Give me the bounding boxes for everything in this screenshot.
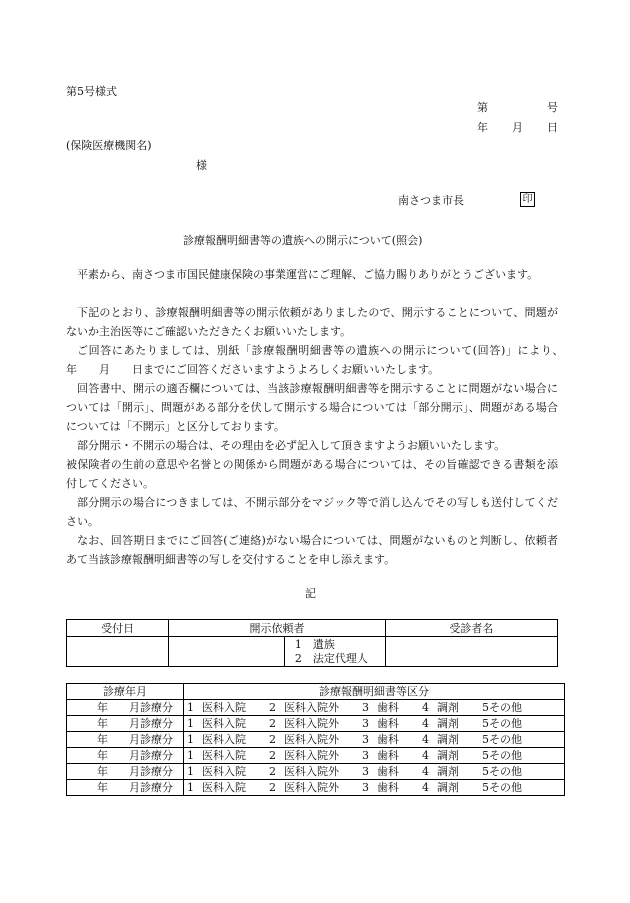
category-cell — [184, 716, 565, 732]
category-cell — [184, 764, 565, 780]
category-label: 医科入院 — [202, 765, 246, 778]
form-number: 第5号様式 — [66, 85, 117, 98]
category-num[interactable]: 4 — [422, 749, 429, 762]
category-num[interactable]: 4 — [422, 701, 429, 714]
category-num[interactable]: 1 — [187, 733, 194, 746]
category-label: 調剤 — [437, 701, 459, 714]
period-cell[interactable] — [67, 780, 184, 796]
category-label: その他 — [489, 733, 522, 746]
claim-row — [67, 764, 565, 780]
claim-row — [67, 700, 565, 716]
period-cell[interactable] — [67, 764, 184, 780]
period-year: 年 — [97, 717, 108, 730]
period-month: 月診療分 — [129, 781, 173, 794]
period-year: 年 — [97, 781, 108, 794]
paragraph-request: 下記のとおり、診療報酬明細書等の開示依頼がありましたので、開示することについて、問題がないか主治医等にご確認いただきたくお願いいたします。 — [66, 306, 558, 338]
paragraph-greeting: 平素から、南さつま市国民健康保険の事業運営にご理解、ご協力賜りありがとうございます。 — [77, 268, 539, 281]
category-label: 医科入院 — [202, 781, 246, 794]
claims-table — [66, 683, 565, 796]
header-reception-date: 受付日 — [67, 620, 169, 637]
period-year: 年 — [97, 701, 108, 714]
category-num[interactable]: 5 — [482, 733, 489, 746]
category-label: その他 — [489, 765, 522, 778]
category-label: 医科入院外 — [284, 701, 339, 714]
period-cell[interactable] — [67, 700, 184, 716]
period-cell[interactable] — [67, 716, 184, 732]
category-cell — [184, 700, 565, 716]
date-month-label: 月 — [512, 121, 523, 134]
period-month: 月診療分 — [129, 717, 173, 730]
category-num[interactable]: 4 — [422, 781, 429, 794]
period-year: 年 — [97, 749, 108, 762]
category-num[interactable]: 1 — [187, 781, 194, 794]
document-number-prefix: 第 — [477, 101, 488, 114]
date-year-label: 年 — [477, 121, 488, 134]
category-cell — [184, 780, 565, 796]
period-month: 月診療分 — [129, 765, 173, 778]
category-num[interactable]: 4 — [422, 717, 429, 730]
paragraph-reason: 部分開示・不開示の場合は、その理由を必ず記入して頂きますようお願いいたします。 — [77, 439, 506, 452]
category-label: 医科入院 — [202, 701, 246, 714]
claim-row — [67, 748, 565, 764]
category-label: 調剤 — [437, 781, 459, 794]
period-year: 年 — [97, 733, 108, 746]
paragraph-notice: なお、回答期日までにご回答(ご連絡)がない場合については、問題がないものと判断し、依頼者あて当該診療報酬明細書等の写しを交付することを申し添えます。 — [66, 534, 558, 566]
seal-stamp — [520, 192, 535, 207]
category-num[interactable]: 2 — [269, 701, 276, 714]
category-label: 歯科 — [377, 749, 399, 762]
category-label: 調剤 — [437, 765, 459, 778]
category-num[interactable]: 4 — [422, 733, 429, 746]
category-num[interactable]: 2 — [269, 749, 276, 762]
category-label: 歯科 — [377, 717, 399, 730]
requester-type-cell — [284, 637, 385, 667]
category-label: 歯科 — [377, 733, 399, 746]
period-month: 月診療分 — [129, 749, 173, 762]
paragraph-attachment: 被保険者の生前の意思や名誉との関係から問題がある場合については、その旨確認できる書類を添付してください。 — [66, 458, 558, 490]
category-label: 医科入院外 — [284, 733, 339, 746]
category-num[interactable]: 2 — [269, 717, 276, 730]
category-num[interactable]: 1 — [187, 717, 194, 730]
category-num[interactable]: 3 — [362, 749, 369, 762]
seal-mark: 印 — [520, 192, 535, 207]
paragraph-classification: 回答書中、開示の適否欄については、当該診療報酬明細書等を開示することに問題がない場合については「開示」、問題がある部分を伏して開示する場合については「部分開示」、問題がある場合については「不開示」と区分しております。 — [66, 382, 558, 433]
category-num[interactable]: 1 — [187, 701, 194, 714]
date-day-label: 日 — [547, 121, 558, 134]
category-label: 医科入院 — [202, 717, 246, 730]
header-requester: 開示依頼者 — [169, 620, 385, 637]
category-label: 医科入院 — [202, 733, 246, 746]
category-label: その他 — [489, 701, 522, 714]
recipient-honorific: 様 — [196, 159, 207, 172]
patient-name-cell[interactable] — [385, 637, 557, 667]
category-num[interactable]: 2 — [269, 733, 276, 746]
header-claim-category: 診療報酬明細書等区分 — [184, 684, 565, 700]
category-label: 歯科 — [377, 701, 399, 714]
paragraph-partial: 部分開示の場合につきましては、不開示部分をマジック等で消し込んでその写しも送付してください。 — [66, 496, 558, 528]
category-label: 調剤 — [437, 733, 459, 746]
category-label: 医科入院外 — [284, 749, 339, 762]
request-info-table — [66, 619, 558, 667]
document-number-suffix: 号 — [547, 101, 558, 114]
document-title: 診療報酬明細書等の遺族への開示について(照会) — [183, 234, 423, 247]
paragraph-deadline: ご回答にあたりましては、別紙「診療報酬明細書等の遺族への開示について(回答)」により、 年 月 日までにご回答くださいますようよろしくお願いいたします。 — [66, 344, 580, 376]
period-cell[interactable] — [67, 748, 184, 764]
category-num[interactable]: 3 — [362, 781, 369, 794]
period-year: 年 — [97, 765, 108, 778]
category-label: その他 — [489, 781, 522, 794]
category-num[interactable]: 5 — [482, 765, 489, 778]
requester-option-bereaved: 1 遺族 — [294, 637, 335, 651]
category-num[interactable]: 5 — [482, 781, 489, 794]
category-num[interactable]: 5 — [482, 701, 489, 714]
category-cell — [184, 732, 565, 748]
category-label: その他 — [489, 749, 522, 762]
category-num[interactable]: 2 — [269, 781, 276, 794]
header-treatment-period: 診療年月 — [67, 684, 184, 700]
requester-option-legal-rep: 2 法定代理人 — [294, 651, 368, 665]
reception-date-cell[interactable] — [67, 637, 169, 667]
claim-row — [67, 716, 565, 732]
requester-name-cell[interactable] — [169, 637, 285, 667]
category-label: 医科入院外 — [284, 717, 339, 730]
claim-row — [67, 780, 565, 796]
period-cell[interactable] — [67, 732, 184, 748]
category-label: 歯科 — [377, 781, 399, 794]
category-label: 調剤 — [437, 749, 459, 762]
category-num[interactable]: 4 — [422, 765, 429, 778]
period-month: 月診療分 — [129, 733, 173, 746]
category-num[interactable]: 1 — [187, 765, 194, 778]
sender-name: 南さつま市長 — [398, 194, 464, 207]
category-num[interactable]: 5 — [482, 749, 489, 762]
period-month: 月診療分 — [129, 701, 173, 714]
recipient-name: (保険医療機関名) — [66, 139, 152, 152]
category-label: 医科入院 — [202, 749, 246, 762]
category-num[interactable]: 3 — [362, 765, 369, 778]
category-num[interactable]: 5 — [482, 717, 489, 730]
category-label: 歯科 — [377, 765, 399, 778]
ki-heading: 記 — [305, 587, 316, 600]
category-num[interactable]: 3 — [362, 733, 369, 746]
category-label: 医科入院外 — [284, 781, 339, 794]
category-num[interactable]: 3 — [362, 717, 369, 730]
category-num[interactable]: 3 — [362, 701, 369, 714]
category-label: 医科入院外 — [284, 765, 339, 778]
category-cell — [184, 748, 565, 764]
claim-row — [67, 732, 565, 748]
category-num[interactable]: 1 — [187, 749, 194, 762]
category-label: その他 — [489, 717, 522, 730]
category-num[interactable]: 2 — [269, 765, 276, 778]
header-patient-name: 受診者名 — [385, 620, 557, 637]
category-label: 調剤 — [437, 717, 459, 730]
